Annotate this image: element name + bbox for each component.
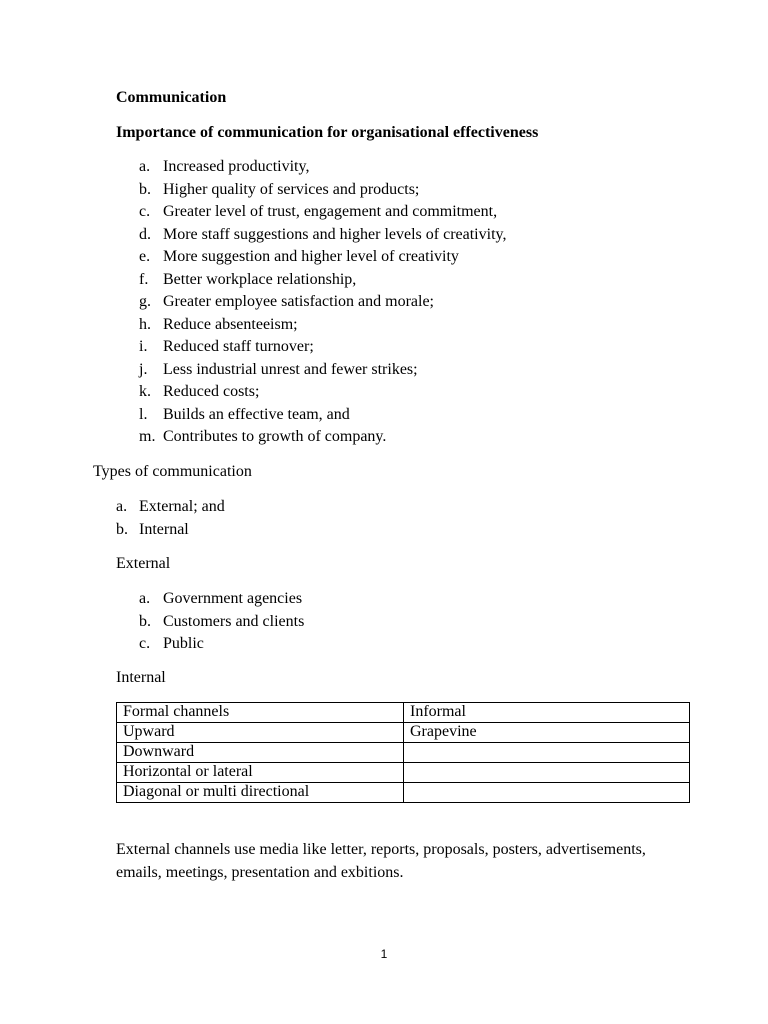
- list-marker: b.: [139, 180, 151, 198]
- list-marker: a.: [139, 590, 151, 607]
- table-cell: [404, 743, 690, 763]
- list-marker: b.: [116, 520, 128, 538]
- section-heading-external: External: [116, 555, 171, 572]
- list-item-text: Reduce absenteeism;: [163, 315, 298, 333]
- table-cell: [404, 783, 690, 803]
- list-marker: a.: [139, 158, 151, 175]
- list-item-text: Contributes to growth of company.: [163, 428, 387, 445]
- list-marker: f.: [139, 270, 149, 288]
- list-marker: m.: [139, 428, 156, 445]
- section-heading-internal: Internal: [116, 669, 166, 686]
- list-marker: b.: [139, 612, 151, 630]
- list-item-text: External; and: [139, 498, 225, 515]
- list-item-text: Reduced costs;: [163, 383, 260, 400]
- list-marker: j.: [139, 360, 148, 378]
- list-marker: g.: [139, 293, 151, 310]
- list-marker: h.: [139, 315, 151, 333]
- list-item-text: Greater level of trust, engagement and commitment,: [163, 203, 498, 220]
- page-title: Communication: [116, 89, 227, 106]
- table-cell: Informal: [404, 703, 690, 723]
- section-heading-importance: Importance of communication for organisational effectiveness: [116, 124, 539, 141]
- internal-channels-table: [116, 702, 690, 803]
- list-item-text: Government agencies: [163, 590, 303, 607]
- list-item-text: Higher quality of services and products;: [163, 180, 420, 198]
- list-marker: k.: [139, 383, 151, 400]
- table-cell: Diagonal or multi directional: [117, 783, 404, 803]
- list-item-text: Less industrial unrest and fewer strikes;: [163, 360, 418, 378]
- table-row: [117, 763, 690, 783]
- table-cell: [404, 763, 690, 783]
- page-number: 1: [380, 947, 388, 961]
- list-marker: a.: [116, 498, 128, 515]
- list-item-text: More staff suggestions and higher levels of creativity,: [163, 225, 507, 243]
- table-cell: Grapevine: [404, 723, 690, 743]
- table-cell: Downward: [117, 743, 404, 763]
- list-marker: e.: [139, 248, 151, 265]
- table-cell: Formal channels: [117, 703, 404, 723]
- list-item-text: Better workplace relationship,: [163, 270, 357, 288]
- list-item-text: Public: [163, 635, 204, 652]
- list-marker: i.: [139, 338, 148, 355]
- list-item-text: Greater employee satisfaction and morale;: [163, 293, 434, 310]
- list-marker: l.: [139, 405, 148, 423]
- list-marker: c.: [139, 203, 151, 220]
- table-row: [117, 723, 690, 743]
- list-item-text: More suggestion and higher level of creativity: [163, 248, 459, 265]
- list-item-text: Reduced staff turnover;: [163, 338, 314, 355]
- list-item-text: Internal: [139, 520, 189, 538]
- closing-paragraph: External channels use media like letter, reports, proposals, posters, advertisements, emails, meetings, presentation and exbitions.: [116, 841, 646, 881]
- section-heading-types: Types of communication: [93, 463, 252, 480]
- table-row: [117, 783, 690, 803]
- list-marker: d.: [139, 225, 151, 243]
- table-row: [117, 743, 690, 763]
- table-cell: Horizontal or lateral: [117, 763, 404, 783]
- list-item-text: Builds an effective team, and: [163, 405, 350, 423]
- table-cell: Upward: [117, 723, 404, 743]
- list-item-text: Customers and clients: [163, 612, 305, 630]
- list-item-text: Increased productivity,: [163, 158, 310, 175]
- list-marker: c.: [139, 635, 151, 652]
- table-row: [117, 703, 690, 723]
